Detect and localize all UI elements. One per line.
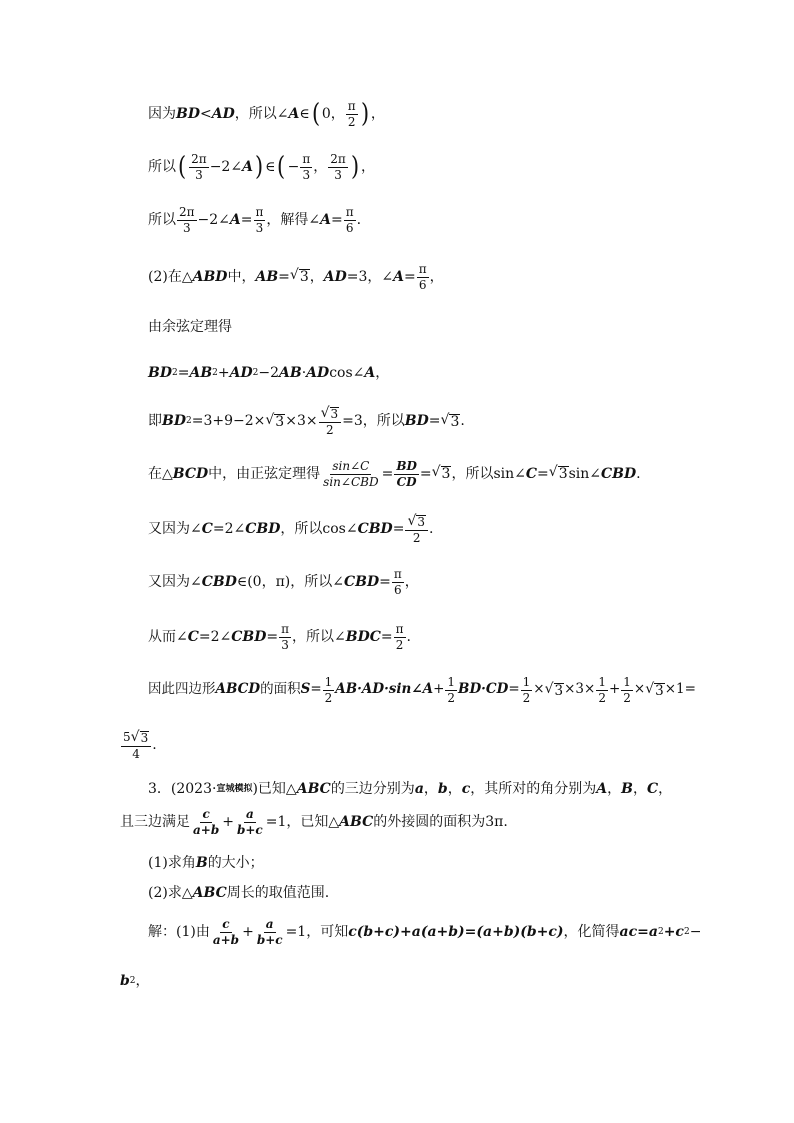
numerator: π bbox=[418, 262, 427, 276]
numerator: 2π bbox=[330, 152, 346, 166]
text: 0， bbox=[321, 106, 345, 123]
text: 从而∠ bbox=[148, 629, 188, 646]
text: ，所以cos∠ bbox=[280, 521, 358, 538]
denominator: 2 bbox=[395, 637, 404, 652]
text: + bbox=[433, 681, 445, 698]
text: ，所以∠ bbox=[292, 629, 346, 646]
text: 且三边满足 bbox=[120, 814, 190, 831]
fraction bbox=[121, 730, 151, 761]
text: . bbox=[636, 466, 641, 483]
square-root: √ 3 bbox=[431, 464, 451, 483]
superscript: 2 bbox=[185, 415, 192, 426]
text: × bbox=[533, 681, 545, 698]
denominator: 3 bbox=[302, 167, 311, 182]
numerator: 1 bbox=[623, 675, 631, 689]
text: + bbox=[242, 924, 254, 941]
denominator: CD bbox=[396, 474, 417, 489]
text: 又因为∠ bbox=[148, 574, 202, 591]
text: 因为 bbox=[148, 106, 176, 123]
fraction bbox=[177, 206, 197, 234]
text-line-10 bbox=[148, 568, 419, 596]
text: BD bbox=[404, 413, 429, 430]
radicand: 3 bbox=[140, 731, 149, 745]
text: · bbox=[301, 365, 307, 381]
numerator: π bbox=[302, 152, 311, 166]
text: 解：(1)由 bbox=[148, 924, 210, 941]
denominator: sin∠CBD bbox=[323, 474, 379, 489]
text: + bbox=[222, 814, 234, 831]
text: × bbox=[633, 681, 646, 698]
square-root: √ 3 bbox=[407, 513, 425, 529]
text: AD bbox=[306, 365, 330, 381]
text: −2∠ bbox=[197, 212, 230, 229]
text: ABCD bbox=[215, 681, 261, 698]
numerator: π bbox=[345, 205, 354, 219]
text: 所以 bbox=[148, 159, 176, 176]
denominator: a+b bbox=[212, 932, 240, 947]
text: ，其所对的角分别为 bbox=[470, 781, 597, 797]
text: =2∠ bbox=[212, 521, 246, 538]
text: ，所以∠ bbox=[234, 106, 289, 123]
text: = bbox=[310, 681, 322, 698]
denominator: b+c bbox=[256, 932, 283, 947]
numerator: 1 bbox=[324, 675, 333, 689]
denominator: 2 bbox=[324, 690, 333, 705]
fraction bbox=[405, 514, 428, 545]
text: ∈ bbox=[265, 159, 276, 176]
text: A bbox=[288, 106, 300, 123]
square-root: √ 3 bbox=[440, 411, 460, 430]
text: 所以 bbox=[148, 212, 176, 229]
text: AD bbox=[211, 106, 235, 123]
denominator: a+b bbox=[193, 822, 220, 837]
superscript: 2 bbox=[657, 926, 664, 937]
text: 的三边分别为 bbox=[330, 781, 415, 797]
fraction bbox=[319, 406, 342, 437]
text: = bbox=[380, 629, 393, 646]
text: = bbox=[278, 269, 290, 286]
text: 又因为∠ bbox=[148, 521, 202, 538]
numerator: sin∠C bbox=[332, 459, 370, 473]
superscript: 2 bbox=[212, 367, 218, 378]
square-root: √ 3 bbox=[645, 680, 664, 699]
text-line-13 bbox=[120, 730, 157, 761]
text: ∈ bbox=[299, 106, 310, 123]
text: ×1= bbox=[664, 681, 696, 698]
text: = bbox=[537, 466, 549, 483]
radicand: 3 bbox=[299, 269, 309, 286]
text: b bbox=[437, 781, 448, 797]
denominator: 2 bbox=[623, 690, 631, 705]
left-paren: ( bbox=[277, 152, 286, 183]
denominator: 3 bbox=[195, 167, 203, 182]
text: a bbox=[414, 781, 424, 797]
text: − bbox=[689, 924, 702, 941]
numerator: π bbox=[281, 622, 290, 636]
text: 中， bbox=[227, 269, 256, 286]
right-paren: ) bbox=[350, 152, 359, 183]
fraction bbox=[417, 263, 429, 291]
denominator: 2 bbox=[598, 690, 606, 705]
fraction bbox=[321, 460, 380, 488]
numerator: a bbox=[245, 807, 254, 821]
numerator: π bbox=[347, 99, 356, 113]
superscript: 2 bbox=[252, 367, 259, 378]
text: C bbox=[646, 781, 659, 797]
fraction bbox=[323, 676, 335, 704]
square-root: √ 3 bbox=[320, 405, 339, 421]
text: −2 bbox=[258, 365, 280, 381]
denominator: 2 bbox=[412, 531, 421, 546]
numerator: c bbox=[202, 807, 210, 821]
text: C bbox=[187, 629, 199, 646]
text: CBD bbox=[601, 466, 637, 483]
fraction bbox=[344, 206, 356, 234]
radicand: 3 bbox=[441, 466, 451, 483]
numerator: π bbox=[393, 567, 402, 581]
text: =3，所以 bbox=[342, 413, 405, 430]
text: ， bbox=[447, 781, 462, 797]
text: AD bbox=[229, 365, 253, 381]
fraction bbox=[445, 676, 457, 704]
denominator: 2 bbox=[347, 114, 356, 129]
text-line-7 bbox=[148, 406, 465, 437]
fraction bbox=[191, 808, 221, 836]
text: = bbox=[508, 681, 520, 698]
text-line-4 bbox=[148, 263, 444, 291]
text: ， bbox=[360, 159, 375, 176]
text: = bbox=[266, 629, 279, 646]
text: = bbox=[428, 413, 441, 430]
text: +c bbox=[663, 924, 684, 941]
text: CBD bbox=[344, 574, 380, 591]
text: CBD bbox=[245, 521, 281, 538]
denominator: 6 bbox=[418, 277, 427, 292]
text-line-16 bbox=[148, 856, 264, 870]
numerator: 1 bbox=[522, 675, 531, 689]
text: = bbox=[331, 212, 343, 229]
fraction bbox=[394, 460, 419, 488]
text-line-18 bbox=[148, 918, 701, 946]
square-root: √ 3 bbox=[544, 680, 564, 699]
text: BD bbox=[148, 365, 172, 381]
right-paren: ) bbox=[360, 99, 369, 130]
text: ， bbox=[423, 781, 438, 797]
text: ×3× bbox=[285, 413, 318, 430]
text: =1，已知△ bbox=[265, 814, 340, 831]
denominator: 6 bbox=[345, 220, 354, 235]
fraction bbox=[211, 918, 241, 946]
text: C bbox=[525, 466, 538, 483]
denominator: 4 bbox=[132, 747, 140, 762]
text: . bbox=[460, 413, 465, 430]
fraction bbox=[279, 623, 291, 651]
radicand: 3 bbox=[330, 407, 339, 421]
text: −2∠ bbox=[209, 159, 243, 176]
text: =2∠ bbox=[198, 629, 232, 646]
fraction bbox=[254, 206, 266, 234]
text: 的大小； bbox=[207, 855, 264, 871]
text: BCD bbox=[172, 466, 209, 483]
text: B bbox=[621, 781, 633, 797]
numerator: π bbox=[395, 622, 404, 636]
text: = bbox=[240, 212, 253, 229]
text: ， bbox=[632, 781, 647, 797]
text: . bbox=[356, 212, 362, 229]
text: = bbox=[392, 521, 405, 538]
text: ， bbox=[429, 269, 444, 286]
text: + bbox=[608, 681, 621, 698]
text: < bbox=[199, 106, 212, 123]
text: AB bbox=[189, 365, 213, 381]
text: (2)在△ bbox=[148, 269, 193, 286]
text-line-12 bbox=[148, 676, 696, 704]
text: ，解得∠ bbox=[266, 212, 321, 229]
text: ， bbox=[658, 781, 673, 797]
text: (1)求角 bbox=[148, 855, 196, 871]
radicand: 3 bbox=[275, 413, 285, 430]
text-line-6 bbox=[148, 366, 389, 380]
text: A bbox=[320, 212, 332, 229]
right-paren: ) bbox=[254, 152, 264, 183]
text: 中，由正弦定理得 bbox=[208, 466, 321, 483]
text: = bbox=[177, 365, 190, 381]
text: sin∠ bbox=[493, 466, 526, 483]
square-root: √ 3 bbox=[130, 729, 149, 745]
numerator: 1 bbox=[598, 675, 606, 689]
fraction bbox=[596, 676, 608, 704]
denominator: b+c bbox=[236, 822, 263, 837]
radicand: 3 bbox=[417, 515, 425, 529]
denominator: 2 bbox=[326, 423, 334, 438]
text: = bbox=[404, 269, 416, 286]
text: 3．(2023· bbox=[148, 781, 217, 797]
text: ∈(0，π)，所以∠ bbox=[236, 574, 344, 591]
text: = bbox=[419, 466, 432, 483]
source-label: 宣城模拟 bbox=[216, 783, 253, 794]
text-line-9 bbox=[148, 514, 433, 545]
text: A bbox=[229, 212, 241, 229]
text: c(b+c)+a(a+b)=(a+b)(b+c) bbox=[348, 924, 564, 941]
text: =1，可知 bbox=[285, 924, 349, 941]
text: 的面积 bbox=[260, 681, 301, 698]
square-root: √ 3 bbox=[289, 267, 309, 286]
text-line-14 bbox=[148, 782, 672, 796]
text-line-5 bbox=[148, 320, 232, 334]
radicand: 3 bbox=[450, 413, 460, 430]
text: ， bbox=[135, 973, 150, 989]
text-line-8 bbox=[148, 460, 641, 488]
text: = bbox=[381, 466, 394, 483]
fraction bbox=[189, 153, 209, 181]
left-paren: ( bbox=[178, 152, 187, 183]
text: 周长的取值范围. bbox=[226, 885, 330, 901]
fraction bbox=[521, 676, 533, 704]
text: . bbox=[429, 521, 434, 538]
text: + bbox=[217, 365, 230, 381]
text: A bbox=[364, 365, 376, 381]
text: ， bbox=[404, 574, 419, 591]
text: (2)求△ bbox=[148, 885, 193, 901]
text: A bbox=[242, 159, 253, 176]
text-line-1 bbox=[148, 100, 385, 128]
text: AD bbox=[323, 269, 347, 286]
numerator: 1 bbox=[447, 675, 456, 689]
text-line-11 bbox=[148, 623, 411, 651]
text: . bbox=[152, 737, 157, 754]
denominator: 2 bbox=[522, 690, 531, 705]
text: ， bbox=[607, 781, 622, 797]
square-root: √ 3 bbox=[548, 464, 568, 483]
text: CBD bbox=[357, 521, 393, 538]
text: BD bbox=[176, 106, 200, 123]
text: ac=a bbox=[619, 924, 658, 941]
text: ABC bbox=[339, 814, 374, 831]
fraction bbox=[328, 153, 348, 181]
denominator: 6 bbox=[393, 582, 402, 597]
denominator: 3 bbox=[334, 167, 342, 182]
text: ， bbox=[370, 106, 385, 123]
text: AB bbox=[279, 365, 302, 381]
text: AB bbox=[255, 269, 279, 286]
text: ， bbox=[375, 365, 390, 381]
text: b bbox=[120, 973, 130, 989]
text: ，化简得 bbox=[563, 924, 620, 941]
text: =3，∠ bbox=[346, 269, 394, 286]
radicand: 3 bbox=[558, 466, 568, 483]
text: S bbox=[300, 681, 311, 698]
text: 因此四边形 bbox=[148, 681, 216, 698]
numerator: c bbox=[222, 917, 230, 931]
fraction bbox=[235, 808, 265, 836]
text: 的外接圆的面积为3π. bbox=[373, 814, 508, 831]
left-paren: ( bbox=[311, 99, 320, 130]
numerator: 2π bbox=[191, 152, 207, 166]
text: cos∠ bbox=[329, 365, 365, 381]
text: ， bbox=[309, 269, 324, 286]
text: ABC bbox=[192, 885, 227, 901]
fraction bbox=[300, 153, 312, 181]
text: . bbox=[406, 629, 411, 646]
numerator: BD bbox=[396, 459, 417, 473]
text: ， bbox=[313, 159, 328, 176]
text: )已知△ bbox=[252, 781, 297, 797]
fraction bbox=[346, 100, 358, 128]
text: 5 bbox=[123, 730, 131, 744]
text: BD·CD bbox=[458, 681, 509, 698]
radicand: 3 bbox=[655, 682, 664, 699]
text: AB·AD·sin∠A bbox=[335, 681, 434, 698]
text: ，所以 bbox=[451, 466, 494, 483]
text: = bbox=[379, 574, 391, 591]
text: B bbox=[195, 855, 208, 871]
numerator bbox=[405, 514, 428, 531]
superscript: 2 bbox=[683, 926, 690, 937]
text-line-3 bbox=[148, 206, 361, 234]
text: =3+9−2× bbox=[191, 413, 266, 430]
text: ×3× bbox=[564, 681, 596, 698]
numerator: a bbox=[265, 917, 274, 931]
text: A bbox=[393, 269, 404, 286]
text: CBD bbox=[231, 629, 267, 646]
text: 在△ bbox=[148, 466, 173, 483]
radicand: 3 bbox=[554, 682, 564, 699]
text-line-2 bbox=[148, 153, 375, 181]
text-line-17 bbox=[148, 886, 329, 900]
text: − bbox=[287, 159, 300, 176]
text: c bbox=[461, 781, 471, 797]
text: C bbox=[201, 521, 213, 538]
denominator: 2 bbox=[447, 690, 456, 705]
text: A bbox=[596, 781, 608, 797]
numerator bbox=[121, 730, 151, 747]
fraction bbox=[392, 568, 404, 596]
numerator: 2π bbox=[179, 205, 195, 219]
text: ABC bbox=[296, 781, 331, 797]
text: CBD bbox=[201, 574, 237, 591]
denominator: 3 bbox=[281, 637, 289, 652]
superscript: 2 bbox=[129, 975, 136, 986]
text-line-19 bbox=[120, 974, 150, 988]
text: BD bbox=[162, 413, 186, 430]
numerator bbox=[319, 406, 342, 423]
text-line-15 bbox=[120, 808, 508, 836]
fraction bbox=[394, 623, 406, 651]
text: BDC bbox=[345, 629, 381, 646]
superscript: 2 bbox=[171, 367, 178, 378]
denominator: 3 bbox=[255, 220, 264, 235]
text: ABD bbox=[192, 269, 228, 286]
denominator: 3 bbox=[182, 220, 191, 235]
text: sin∠ bbox=[568, 466, 602, 483]
square-root: √ 3 bbox=[265, 411, 285, 430]
fraction bbox=[621, 676, 633, 704]
fraction bbox=[255, 918, 285, 946]
text: 即 bbox=[148, 413, 162, 430]
numerator: π bbox=[255, 205, 264, 219]
text: 由余弦定理得 bbox=[148, 319, 232, 335]
